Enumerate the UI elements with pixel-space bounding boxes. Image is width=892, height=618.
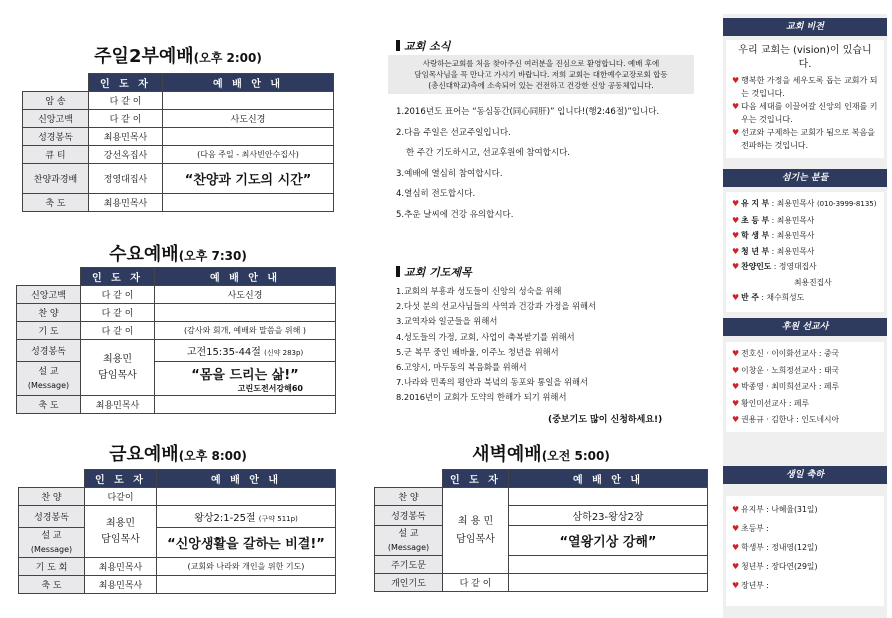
prayer-item: 8.2016년이 교회가 도약의 한해가 되기 위해서 [396, 392, 567, 403]
row-label: 성경봉독 [23, 128, 89, 146]
row-guide [163, 194, 334, 212]
lead-title: 담임목사 [456, 533, 495, 545]
row-label [17, 362, 81, 396]
minister-row [732, 228, 878, 244]
intro-line: (총신대학교)측에 소속되어 있는 건전하고 건강한 신앙 공동체입니다. [428, 81, 654, 90]
church-news-intro [388, 55, 694, 94]
row-lead: 최용민목사 [81, 396, 155, 414]
header-blank [17, 268, 81, 286]
birthday-text: 초등부 : [741, 524, 769, 533]
prayer-item: 7.나라와 민족의 평안과 북녘의 동포와 통일을 위해서 [396, 377, 589, 388]
minister-sep: : [771, 262, 779, 271]
minister-row [732, 196, 878, 213]
church-news-title-text: 교회 소식 [404, 40, 451, 53]
lead-title: 담임목사 [98, 369, 137, 381]
news-item: 5.추운 날씨에 건강 유의합시다. [396, 209, 514, 220]
minister-row [732, 275, 878, 291]
row-lead: 최용민목사 [89, 194, 163, 212]
header-blank [19, 470, 85, 488]
prayer-item: 3.교역자와 일군들을 위해서 [396, 316, 498, 327]
row-label: 성경봉독 [375, 506, 443, 526]
row-label: 신앙고백 [17, 286, 81, 304]
row-guide: “신앙생활을 갈하는 비결!” [157, 528, 336, 558]
missionary-text: 황인미선교사 : 페루 [741, 398, 810, 408]
label-main: 설 교 [41, 530, 62, 541]
header-guide: 예 배 안 내 [509, 470, 708, 488]
row-label: 주기도문 [375, 556, 443, 574]
prayer-title-text: 교회 기도제목 [404, 266, 472, 279]
vision-text: 선교와 구제하는 교회가 됨으로 복음을 전파하는 것입니다. [741, 128, 875, 150]
row-guide: (교회와 나라와 개인을 위한 기도) [157, 558, 336, 576]
missionary-item [732, 412, 878, 429]
wednesday-title-text: 수요예배 [109, 244, 179, 265]
prayer-item: 6.고양시, 마두동의 복음화를 위해서 [396, 362, 527, 373]
header-lead: 인 도 자 [81, 268, 155, 286]
row-guide: (다음 주일 - 최사빈안수집사) [163, 146, 334, 164]
minister-sep: : [758, 293, 767, 302]
row-guide [509, 488, 708, 506]
vision-intro: 우리 교회는 (vision)이 있습니다. [738, 45, 872, 70]
label-main: 설 교 [38, 366, 59, 377]
missionary-text: 박종영 · 최미희선교사 : 페루 [741, 382, 840, 391]
missionary-item [732, 379, 878, 396]
dawn-time: (오전 5:00) [541, 449, 610, 463]
church-news-list [396, 102, 659, 225]
minister-sep: : [769, 215, 777, 225]
title-bar-icon [396, 266, 400, 277]
lead-name: 최용민 [103, 353, 132, 365]
heart-icon: ♥ [732, 349, 740, 358]
row-label: 축 도 [19, 576, 85, 594]
birthdays-header: 생일 축하 [723, 466, 887, 484]
minister-sep: : [769, 231, 777, 240]
heart-icon: ♥ [732, 365, 740, 375]
lead-name: 최 용 민 [457, 515, 494, 527]
row-guide: (감사와 회개, 예배와 말씀을 위해 ) [155, 322, 336, 340]
missionary-item [732, 346, 878, 363]
row-guide [155, 362, 336, 396]
guide-text: “몸을 드리는 삶!” [191, 367, 299, 383]
prayer-title [396, 264, 472, 280]
minister-sep: : [769, 246, 777, 256]
merged-lead [81, 340, 155, 396]
label-main: 설 교 [398, 528, 419, 539]
header-lead: 인 도 자 [89, 74, 163, 92]
lead-title: 담임목사 [101, 533, 140, 545]
row-label: 큐 티 [23, 146, 89, 164]
heart-icon: ♥ [732, 415, 740, 424]
minister-row [732, 213, 878, 229]
heart-icon: ♥ [732, 562, 740, 571]
vision-text: 다음 세대를 이끌어갈 신앙의 인재를 키우는 것입니다. [741, 102, 878, 124]
sunday-time: (오후 2:00) [193, 51, 262, 65]
row-lead: 다같이 [85, 488, 157, 506]
row-label: 찬양과경배 [23, 164, 89, 194]
news-item: 2.다음 주일은 선교주일입니다. [396, 127, 511, 138]
prayer-list [396, 284, 596, 406]
missionary-item [732, 396, 878, 413]
birthdays-box [726, 496, 884, 606]
row-label: 기 도 [17, 322, 81, 340]
label-sub: (Message) [27, 380, 70, 390]
heart-icon: ♥ [732, 76, 740, 85]
row-guide [163, 92, 334, 110]
minister-name: 최용진집사 [794, 277, 832, 287]
birthday-item [732, 538, 878, 557]
missionary-item [732, 363, 878, 380]
vision-box [726, 40, 884, 158]
news-item: 3.예배에 열심히 참여합시다. [396, 168, 503, 179]
row-label: 개인기도 [375, 574, 443, 592]
prayer-footer: (중보기도 많이 신청하세요!) [548, 415, 663, 425]
row-guide: “열왕기상 강해” [509, 526, 708, 556]
row-lead: 다 같 이 [443, 574, 509, 592]
minister-role: 청 년 부 [741, 246, 770, 256]
guide-note: 고린도전서강해60 [237, 383, 303, 393]
birthday-text: 장년부 : [741, 581, 769, 590]
vision-header: 교회 비전 [723, 18, 887, 36]
minister-name: 채수희성도 [766, 293, 805, 302]
minister-name: 최용민목사 [776, 231, 815, 240]
wednesday-table [16, 267, 336, 414]
dawn-title [374, 440, 708, 466]
merged-lead [85, 506, 157, 558]
heart-icon: ♥ [732, 293, 740, 302]
row-guide: 삼하23-왕상2장 [509, 506, 708, 526]
intro-line: 담임목사님을 꼭 만나고 가시기 바랍니다. 저희 교회는 대한예수교장로회 합동 [414, 70, 668, 79]
heart-icon: ♥ [732, 543, 740, 552]
guide-text: 고전15:35-44절 [186, 347, 261, 358]
church-news-title [396, 38, 450, 54]
heart-icon: ♥ [732, 215, 740, 225]
minister-row [732, 259, 878, 275]
friday-title [20, 440, 336, 466]
heart-icon: ♥ [732, 128, 740, 137]
row-lead: 다 같 이 [89, 110, 163, 128]
sunday-title-text: 주일2부예배 [94, 46, 194, 67]
heart-icon: ♥ [732, 524, 740, 533]
birthday-item [732, 500, 878, 519]
minister-role: 초 등 부 [741, 215, 770, 225]
heart-icon: ♥ [732, 398, 740, 408]
row-lead: 최용민목사 [85, 558, 157, 576]
missionary-text: 권용규 · 김한나 : 인도네시아 [741, 415, 840, 424]
header-guide: 예 배 안 내 [155, 268, 336, 286]
heart-icon: ♥ [732, 262, 740, 271]
wednesday-time: (오후 7:30) [178, 249, 247, 263]
heart-icon: ♥ [732, 581, 740, 590]
minister-name: 최용민목사 [776, 215, 815, 225]
minister-name: 정영대집사 [778, 262, 817, 271]
row-lead: 다 같 이 [81, 286, 155, 304]
vision-item [732, 126, 878, 152]
friday-table [18, 469, 336, 594]
prayer-item: 4.성도들의 가정, 교회, 사업이 축복받기를 위해서 [396, 331, 575, 342]
merged-lead [443, 488, 509, 574]
news-item: 4.열심히 전도합시다. [396, 189, 476, 199]
row-guide [157, 576, 336, 594]
row-guide [155, 340, 336, 362]
birthday-text: 학생부 : 정내영(12일) [741, 543, 818, 552]
birthday-item [732, 519, 878, 538]
row-guide [157, 506, 336, 528]
sunday-table [22, 73, 334, 212]
birthday-text: 유지부 : 나혜율(31일) [741, 505, 818, 514]
row-label: 찬 양 [19, 488, 85, 506]
friday-time: (오후 8:00) [178, 449, 247, 463]
row-lead: 다 같 이 [81, 304, 155, 322]
header-guide: 예 배 안 내 [163, 74, 334, 92]
row-lead: 최용민목사 [89, 128, 163, 146]
friday-title-text: 금요예배 [109, 444, 179, 465]
row-label: 성경봉독 [17, 340, 81, 362]
header-blank [375, 470, 443, 488]
ministers-box [726, 192, 884, 312]
minister-row [732, 290, 878, 306]
heart-icon: ♥ [732, 382, 740, 391]
minister-sep: : [769, 199, 777, 208]
row-guide [163, 128, 334, 146]
row-lead: 다 같 이 [81, 322, 155, 340]
row-label: 찬 양 [375, 488, 443, 506]
news-item: 한 주간 기도하시고, 선교후원에 참여합시다. [406, 148, 571, 158]
header-blank [23, 74, 89, 92]
minister-role: 유 지 부 [741, 199, 770, 208]
wednesday-title [20, 240, 336, 266]
heart-icon: ♥ [732, 199, 740, 208]
guide-text: 왕상2:1-25절 [194, 513, 256, 524]
title-bar-icon [396, 40, 400, 51]
row-label: 축 도 [17, 396, 81, 414]
header-lead: 인 도 자 [85, 470, 157, 488]
row-label [19, 528, 85, 558]
row-guide [157, 488, 336, 506]
row-lead: 최용민목사 [85, 576, 157, 594]
row-guide [155, 304, 336, 322]
label-sub: (Message) [387, 542, 430, 552]
birthday-text: 청년부 : 장다연(29일) [741, 562, 818, 571]
missionaries-header: 후원 선교사 [723, 318, 887, 336]
row-guide: “찬양과 기도의 시간” [163, 164, 334, 194]
vision-item [732, 100, 878, 126]
intro-line: 사랑하는교회를 처음 찾아주신 여러분을 진심으로 환영합니다. 예배 후에 [422, 59, 660, 68]
vision-item [732, 74, 878, 100]
header-guide: 예 배 안 내 [157, 470, 336, 488]
minister-role: 반 주 [741, 293, 759, 302]
row-guide [509, 574, 708, 592]
minister-name: 최용민목사 [776, 199, 815, 208]
heart-icon: ♥ [732, 231, 740, 240]
minister-role: 학 생 부 [741, 231, 770, 240]
minister-row [732, 244, 878, 260]
row-label: 암 송 [23, 92, 89, 110]
sunday-title [20, 42, 336, 68]
row-lead: 다 같 이 [89, 92, 163, 110]
header-lead: 인 도 자 [443, 470, 509, 488]
heart-icon: ♥ [732, 102, 740, 111]
row-label: 신앙고백 [23, 110, 89, 128]
minister-role: 찬양인도 [741, 262, 772, 271]
dawn-title-text: 새벽예배 [472, 444, 542, 465]
row-lead: 강선옥집사 [89, 146, 163, 164]
ministers-header: 섬기는 분들 [723, 169, 887, 187]
heart-icon: ♥ [732, 246, 740, 256]
row-label: 찬 양 [17, 304, 81, 322]
row-label: 성경봉독 [19, 506, 85, 528]
row-label: 기 도 회 [19, 558, 85, 576]
row-guide [509, 556, 708, 574]
missionary-text: 이창운 · 노희정선교사 : 태국 [741, 365, 840, 375]
row-guide [155, 396, 336, 414]
heart-icon: ♥ [732, 505, 740, 514]
dawn-table [374, 469, 708, 592]
lead-name: 최용민 [106, 517, 135, 529]
row-lead: 정영대집사 [89, 164, 163, 194]
prayer-item: 2.다섯 분의 선교사님들의 사역과 건강과 가정을 위해서 [396, 301, 597, 312]
prayer-item: 1.교회의 부흥과 성도들이 신앙의 성숙을 위해 [396, 286, 562, 296]
minister-extra: (010-3999-8135) [816, 200, 877, 208]
birthday-item [732, 576, 878, 595]
guide-note: (신약 283p) [264, 349, 304, 357]
row-guide: 사도신경 [155, 286, 336, 304]
row-label: 축 도 [23, 194, 89, 212]
birthday-item [732, 557, 878, 576]
missionaries-box [726, 342, 884, 432]
guide-note: (구약 511p) [258, 515, 298, 523]
label-sub: (Message) [30, 544, 73, 554]
prayer-item: 5.군 복무 중인 배바울, 이주노 청년을 위해서 [396, 346, 559, 357]
missionary-text: 전호신 · 이이화선교사 : 중국 [741, 349, 840, 358]
vision-text: 행복한 가정을 세우도록 돕는 교회가 되는 것입니다. [741, 76, 878, 98]
news-item: 1.2016년도 표어는 “동심동간(同心同肝)” 입니다!(행2:46절)”입니다. [396, 107, 660, 117]
row-label [375, 526, 443, 556]
minister-name: 최용민목사 [776, 246, 815, 256]
row-guide: 사도신경 [163, 110, 334, 128]
